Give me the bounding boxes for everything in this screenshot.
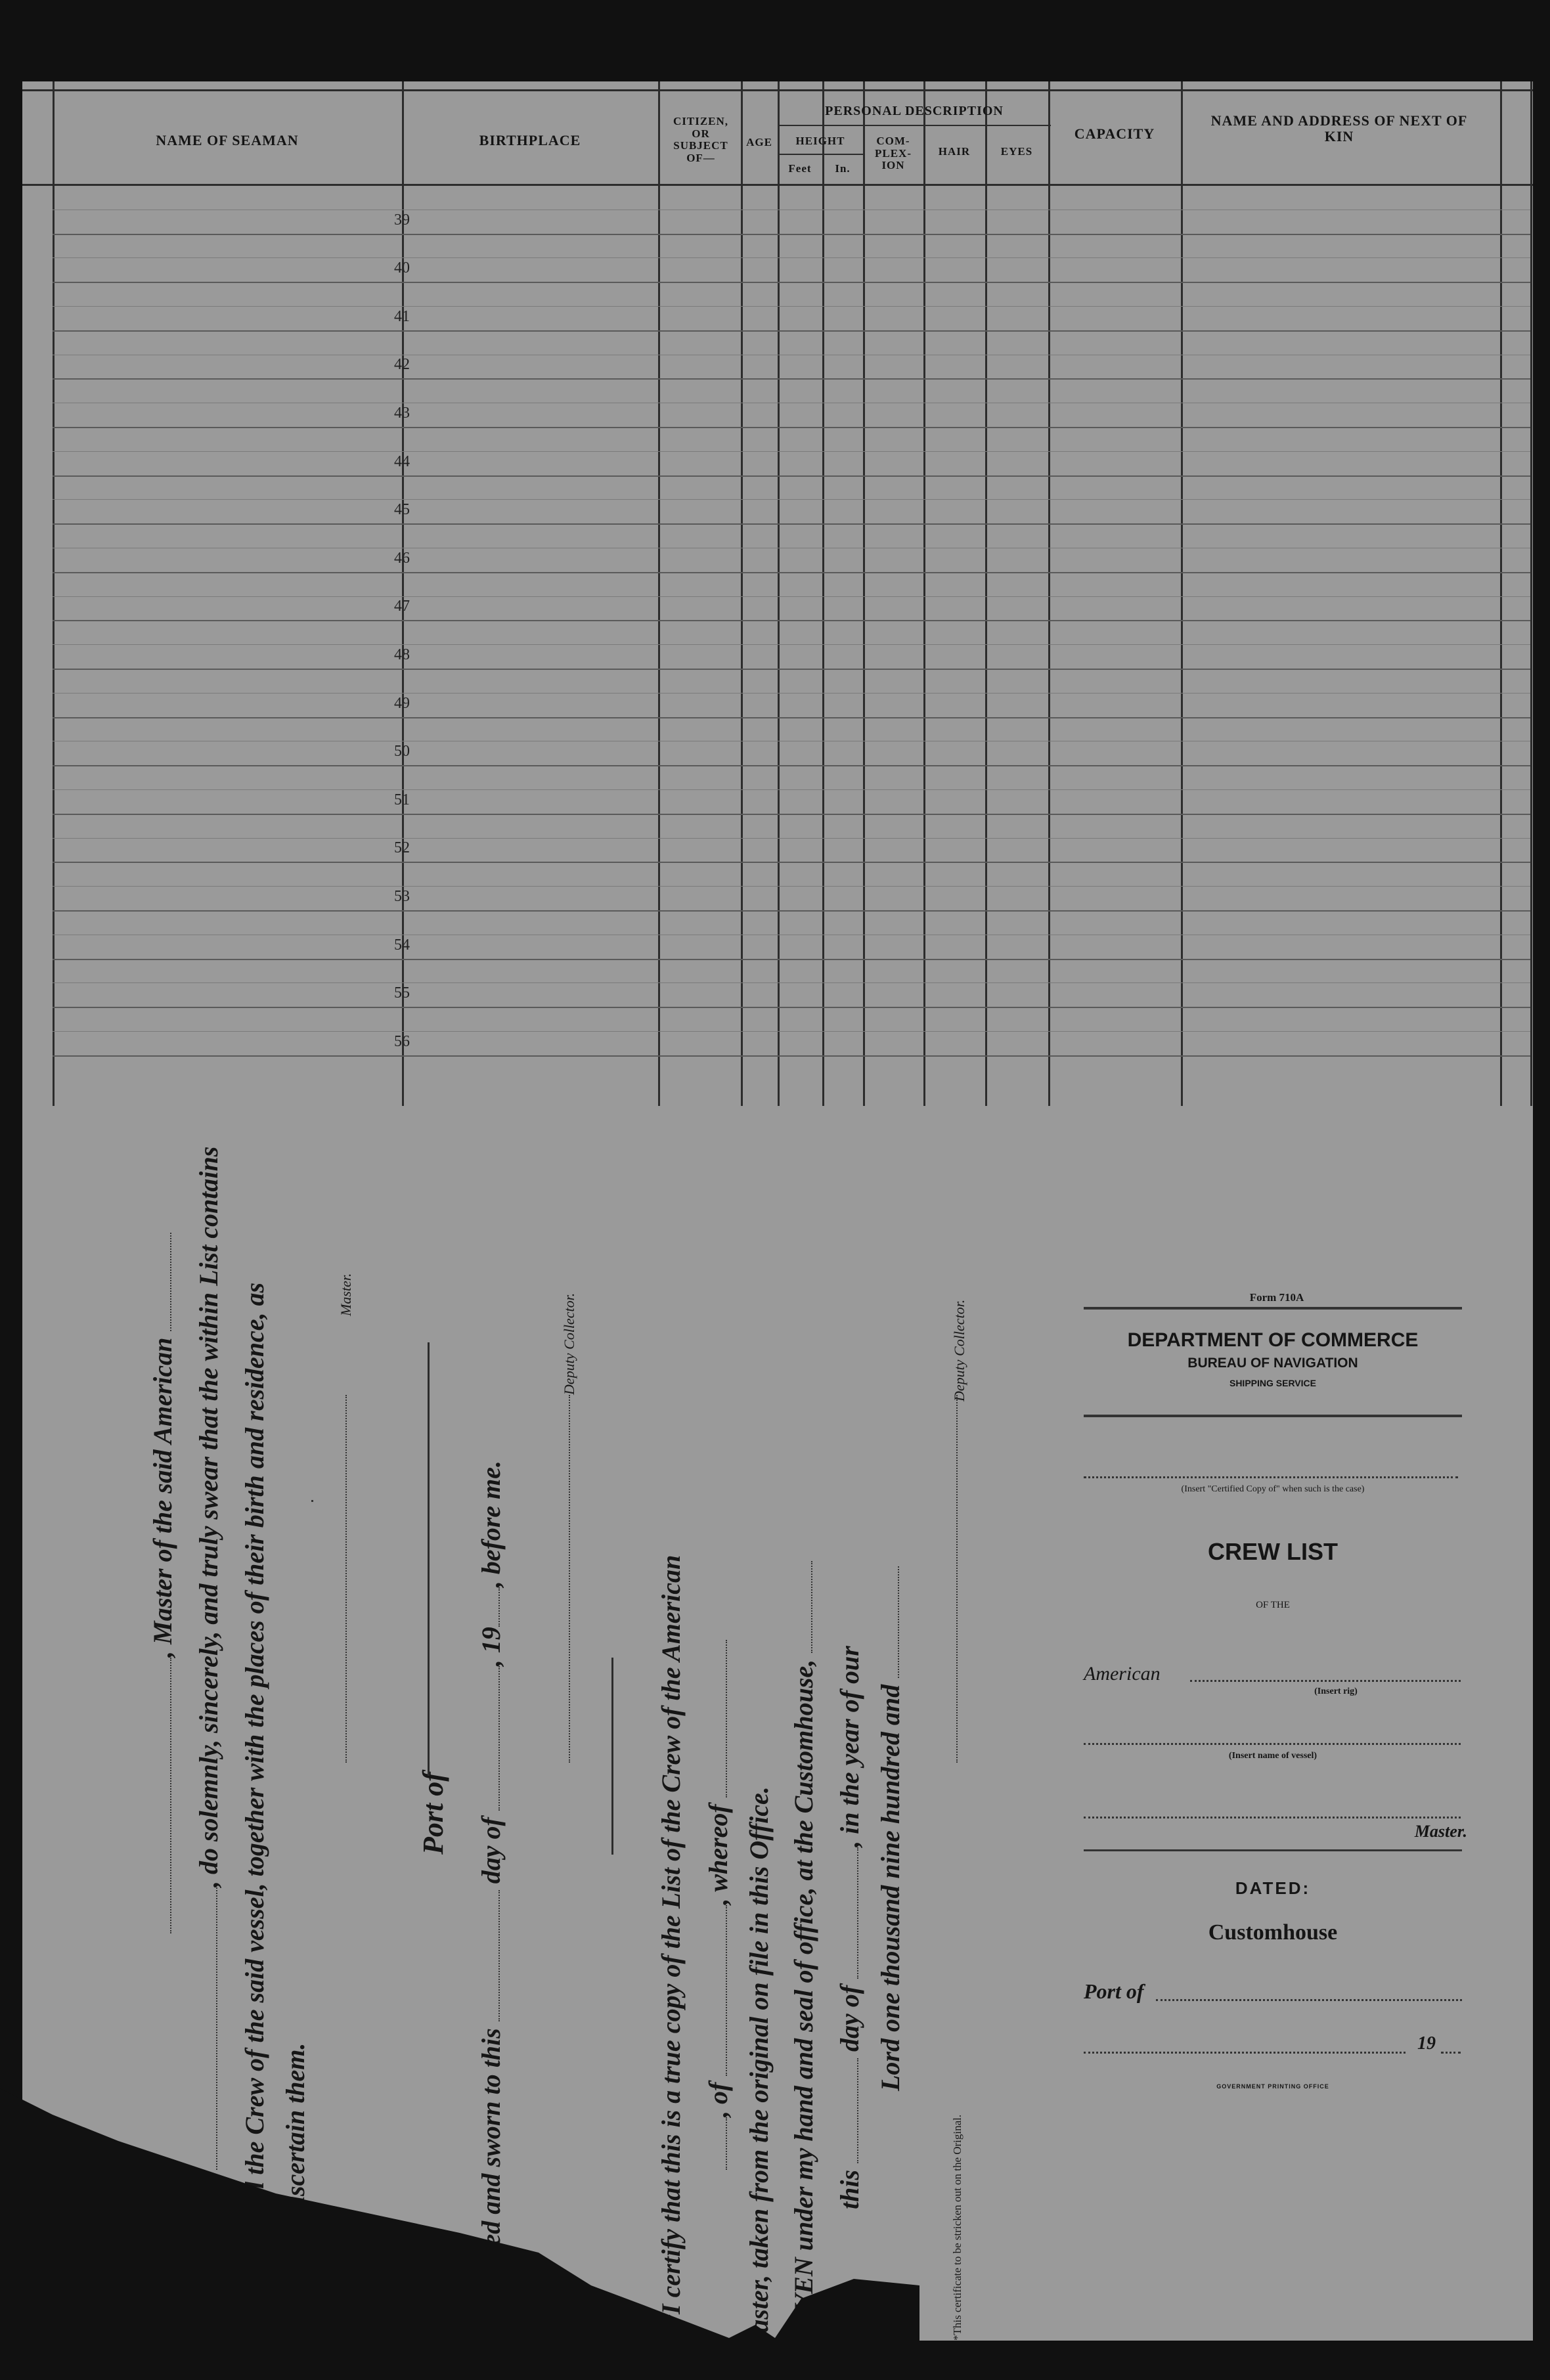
row-line: [53, 572, 1530, 573]
row-line: [53, 330, 1530, 332]
header-bottom: [22, 184, 1533, 186]
dated-label: DATED:: [1235, 1878, 1311, 1898]
port-of-label: Port of: [417, 1772, 449, 1855]
document-sheet: [22, 81, 1533, 2380]
row-number: 50: [394, 743, 410, 760]
row-line: [53, 234, 1530, 235]
row-subline: [53, 451, 1530, 452]
row-subline: [53, 499, 1530, 500]
header-age: AGE: [746, 136, 772, 148]
cover-year: 19: [1417, 2033, 1436, 2054]
header-feet: Feet: [788, 162, 812, 175]
row-line: [53, 378, 1530, 380]
oath-line-4: ascertain them.: [280, 2042, 310, 2209]
row-number: 40: [394, 259, 410, 277]
row-line: [53, 669, 1530, 670]
col-line: [1530, 81, 1532, 1106]
master-rule: [1084, 1849, 1462, 1851]
row-line: [53, 910, 1530, 912]
oath-line-3: all the Crew of the said vessel, together with the places of their birth and residence, as: [240, 1282, 269, 2209]
pd-rule: [778, 125, 1051, 126]
row-line: [53, 814, 1530, 815]
row-subline: [53, 982, 1530, 983]
row-number: 53: [394, 888, 410, 905]
torn-edge: [0, 2088, 919, 2380]
certificate-footnote: *This certificate to be stricken out on the Original.: [951, 2114, 963, 2341]
crew-list-title: CREW LIST: [1208, 1538, 1338, 1565]
row-number: 47: [394, 598, 410, 615]
row-number: 48: [394, 646, 410, 663]
col-line: [1048, 81, 1050, 1106]
bureau-title: BUREAU OF NAVIGATION: [1187, 1355, 1358, 1371]
row-number: 54: [394, 936, 410, 954]
header-height: HEIGHT: [795, 135, 845, 147]
col-line: [778, 81, 780, 1106]
header-complexion: COM-PLEX-ION: [875, 135, 912, 172]
row-number: 43: [394, 405, 410, 422]
row-line: [53, 717, 1530, 718]
col-line: [53, 81, 55, 1106]
oath-line-2: , do solemnly, sincerely, and truly swear that the within List contains: [193, 1147, 224, 2170]
certificate-line-1b: , of , whereof: [703, 1640, 734, 2170]
master-sig-dots: [334, 1395, 351, 1763]
oath-line-1: , Master of the said American: [147, 1233, 178, 1933]
oath-master: Master.: [338, 1273, 354, 1316]
deputy-sig-dots: [557, 1395, 574, 1763]
insert-name-note: (Insert name of vessel): [1228, 1751, 1318, 1761]
row-number: 56: [394, 1032, 410, 1050]
form-number: Form 710A: [1249, 1291, 1304, 1304]
header-inches: In.: [835, 162, 851, 175]
row-number: 55: [394, 984, 410, 1002]
cover-date-line: [1084, 2052, 1406, 2054]
col-line: [1500, 81, 1502, 1106]
header-eyes: EYES: [1000, 145, 1033, 158]
row-subline: [53, 838, 1530, 839]
of-the: OF THE: [1256, 1600, 1290, 1610]
certified-copy-line: [1084, 1476, 1458, 1478]
col-line: [822, 81, 824, 1106]
department-title: DEPARTMENT OF COMMERCE: [1127, 1329, 1419, 1351]
height-rule: [778, 154, 863, 155]
cover-rule-bottom: [1084, 1415, 1462, 1417]
col-line: [1181, 81, 1183, 1106]
customhouse-label: Customhouse: [1208, 1920, 1338, 1945]
header-citizen: CITIZEN, OR SUBJECT OF—: [673, 115, 729, 165]
oath-deputy-collector: Deputy Collector.: [561, 1292, 577, 1395]
header-next-of-kin: NAME AND ADDRESS OF NEXT OF KIN: [1210, 112, 1468, 145]
row-number: 51: [394, 791, 410, 808]
row-subline: [53, 209, 1530, 210]
row-number: 52: [394, 839, 410, 857]
subscribed-line: Subscribed and sworn to this day of , 19, before me.: [476, 1460, 506, 2341]
cover-rule-top: [1084, 1307, 1462, 1310]
header-hair: HAIR: [938, 145, 971, 158]
col-line: [863, 81, 865, 1106]
row-line: [53, 427, 1530, 428]
row-number: 41: [394, 307, 410, 325]
vessel-name-line: [1084, 1743, 1461, 1745]
row-number: 49: [394, 694, 410, 712]
row-subline: [53, 1031, 1530, 1032]
cover-port-line: [1156, 1999, 1462, 2001]
row-line: [53, 862, 1530, 863]
row-subline: [53, 257, 1530, 258]
row-subline: [53, 644, 1530, 645]
cert-deputy-dots: [944, 1395, 962, 1763]
row-line: [53, 620, 1530, 621]
certificate-line-1: *I certify that this is a true copy of the List of the Crew of the American: [656, 1554, 686, 2327]
row-number: 45: [394, 501, 410, 519]
row-subline: [53, 596, 1530, 597]
header-name-of-seaman: NAME OF SEAMAN: [156, 132, 299, 148]
american-label: American: [1084, 1663, 1161, 1685]
row-number: 44: [394, 452, 410, 470]
row-line: [53, 282, 1530, 283]
col-line: [741, 81, 743, 1106]
service-title: SHIPPING SERVICE: [1229, 1378, 1316, 1388]
insert-certified-note: (Insert "Certified Copy of" when such is the case): [1181, 1484, 1365, 1494]
certificate-line-3b: this day of , in the year of our: [835, 1646, 864, 2209]
certificate-deputy-collector: Deputy Collector.: [951, 1299, 967, 1401]
row-line: [53, 765, 1530, 766]
top-rule: [22, 89, 1533, 91]
master-name-line: [1084, 1817, 1461, 1818]
row-subline: [53, 306, 1530, 307]
row-number: 42: [394, 356, 410, 374]
col-line: [923, 81, 925, 1106]
cover-year-line: [1441, 2052, 1461, 2054]
divider-line: [600, 1658, 617, 1855]
master-signature-line: [311, 1500, 313, 1502]
header-birthplace: BIRTHPLACE: [479, 132, 581, 148]
row-number: 46: [394, 549, 410, 567]
header-personal-description: PERSONAL DESCRIPTION: [825, 104, 1004, 118]
cover-port-of: Port of: [1084, 1979, 1144, 2003]
row-subline: [53, 693, 1530, 694]
insert-rig-note: (Insert rig): [1314, 1686, 1358, 1696]
rig-line: [1190, 1680, 1461, 1682]
printer-imprint: GOVERNMENT PRINTING OFFICE: [1216, 2083, 1329, 2090]
certificate-line-4: Lord one thousand nine hundred and: [875, 1566, 906, 2091]
row-number: 39: [394, 211, 410, 229]
row-line: [53, 1055, 1530, 1057]
row-subline: [53, 886, 1530, 887]
row-line: [53, 523, 1530, 525]
certificate-line-3: GIVEN under my hand and seal of office, at the Customhouse,: [788, 1561, 819, 2341]
header-capacity: CAPACITY: [1074, 125, 1155, 142]
row-line: [53, 475, 1530, 477]
col-line: [658, 81, 660, 1106]
row-line: [53, 1007, 1530, 1008]
port-of-line: [416, 1342, 433, 1776]
certificate-line-2: is Master, taken from the original on file in this Office.: [744, 1786, 774, 2380]
col-line: [985, 81, 987, 1106]
row-subline: [53, 789, 1530, 790]
cover-master: Master.: [1414, 1822, 1467, 1841]
row-line: [53, 959, 1530, 960]
